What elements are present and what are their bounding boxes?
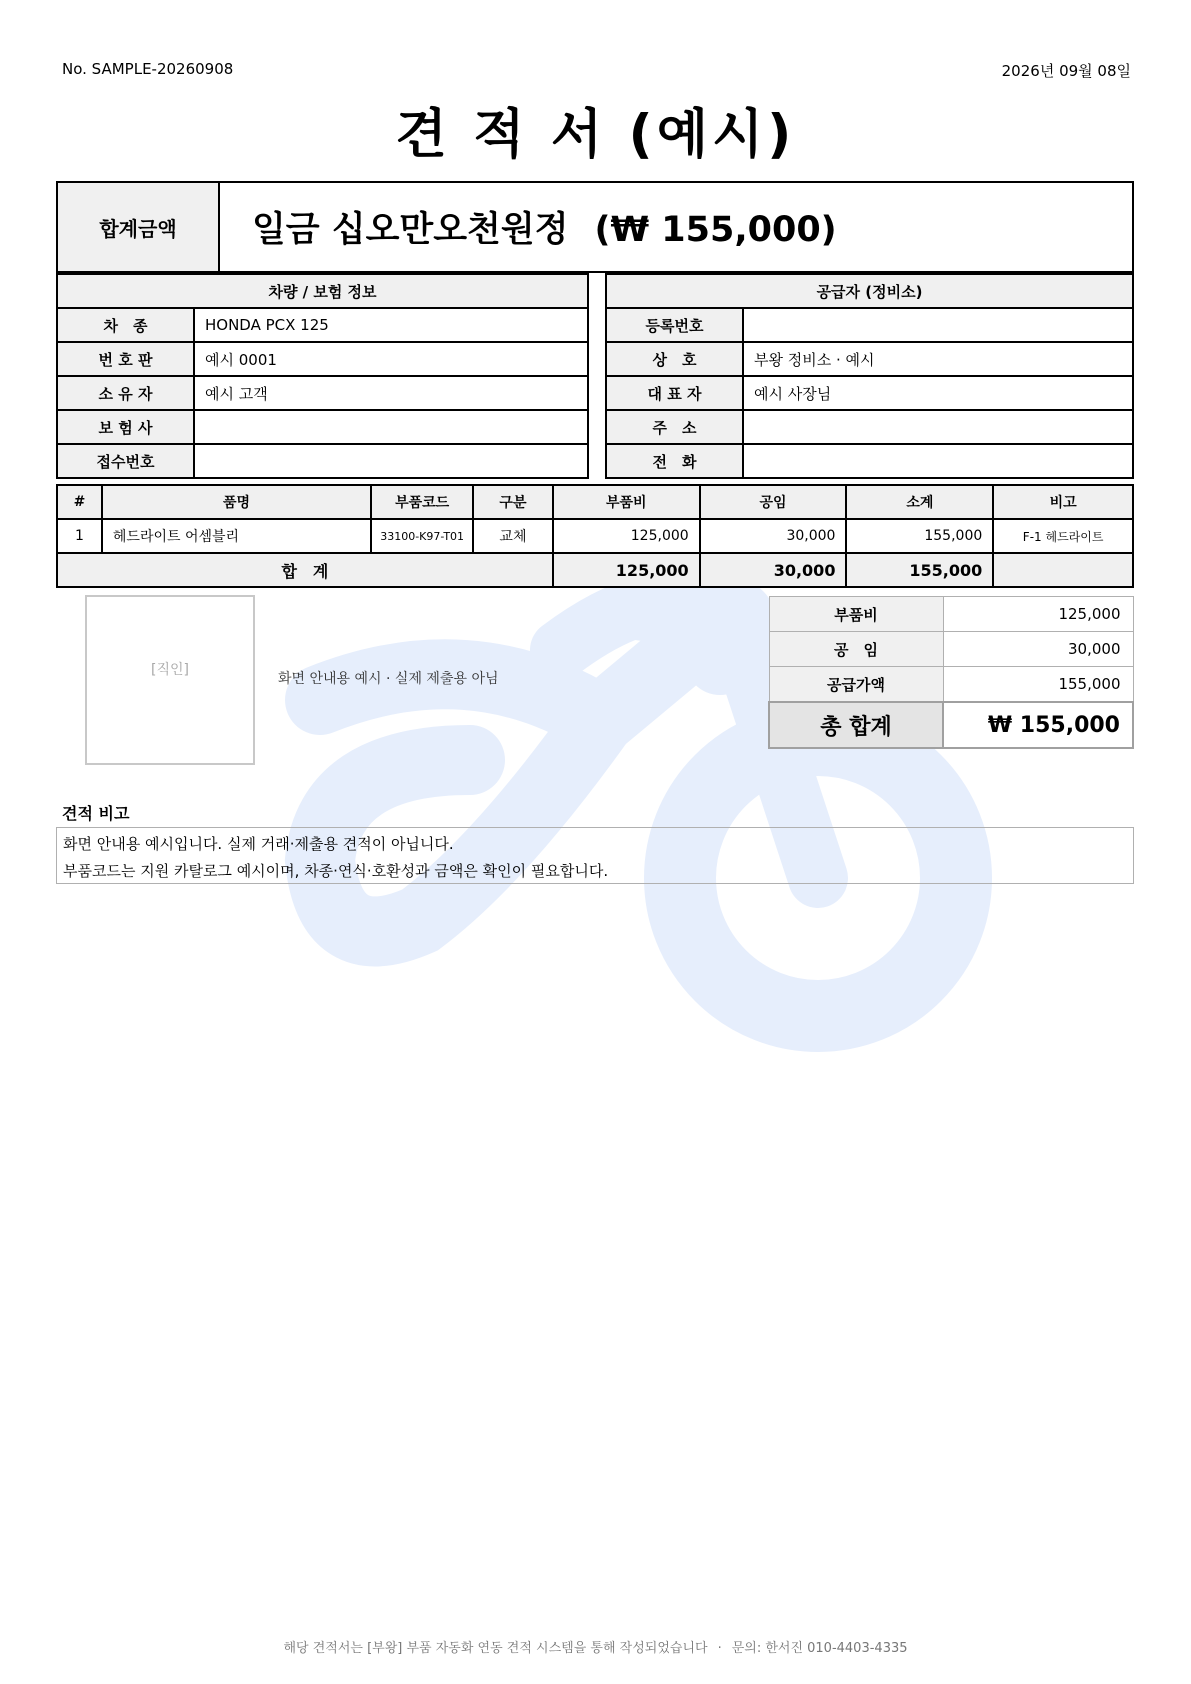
representative-label: 대 표 자 — [606, 376, 743, 410]
owner-value: 예시 고객 — [194, 376, 588, 410]
item-name: 헤드라이트 어셈블리 — [102, 519, 371, 553]
representative-value: 예시 사장님 — [743, 376, 1133, 410]
vehicle-info-heading: 차량 / 보험 정보 — [57, 274, 588, 308]
company-name-value: 부왕 정비소 · 예시 — [743, 342, 1133, 376]
item-labor-cost: 30,000 — [700, 519, 847, 553]
summary-parts-label: 부품비 — [769, 597, 943, 632]
summary-table — [768, 596, 1134, 749]
seal-label: [직인] — [151, 662, 189, 678]
summary-labor-label: 공 임 — [769, 632, 943, 667]
phone-value — [743, 444, 1133, 478]
items-header-row — [57, 485, 1133, 519]
phone-label: 전 화 — [606, 444, 743, 478]
footer-text: 해당 견적서는 [부왕] 부품 자동화 연동 견적 시스템을 통해 작성되었습니다 — [283, 1641, 708, 1656]
footer-contact: 문의: 한서진 010-4403-4335 — [731, 1641, 908, 1656]
column-header-no: # — [57, 485, 102, 519]
plate-label: 번 호 판 — [57, 342, 194, 376]
column-header-labor: 공임 — [700, 485, 847, 519]
total-amount-table — [56, 181, 1134, 273]
total-amount-words: 일금 십오만오천원정 — [252, 210, 569, 250]
summary-labor-value: 30,000 — [943, 632, 1133, 667]
total-amount-label: 합계금액 — [57, 182, 219, 272]
items-total-row — [57, 553, 1133, 587]
table-row — [57, 519, 1133, 553]
item-type: 교체 — [473, 519, 553, 553]
grand-total-value: ₩ 155,000 — [943, 702, 1133, 748]
item-no: 1 — [57, 519, 102, 553]
claim-number-label: 접수번호 — [57, 444, 194, 478]
footer — [0, 1637, 1191, 1656]
summary-supply-value: 155,000 — [943, 667, 1133, 703]
item-note: F-1 헤드라이트 — [993, 519, 1133, 553]
company-name-label: 상 호 — [606, 342, 743, 376]
items-total-parts: 125,000 — [553, 553, 700, 587]
claim-number-value — [194, 444, 588, 478]
seal-box — [85, 595, 255, 765]
column-header-parts: 부품비 — [553, 485, 700, 519]
column-header-note: 비고 — [993, 485, 1133, 519]
item-subtotal: 155,000 — [846, 519, 993, 553]
summary-parts-value: 125,000 — [943, 597, 1133, 632]
remarks-box — [56, 827, 1134, 884]
vehicle-model-value: HONDA PCX 125 — [194, 308, 588, 342]
insurer-value — [194, 410, 588, 444]
summary-supply-label: 공급가액 — [769, 667, 943, 703]
document-number: No. SAMPLE-20260908 — [62, 60, 234, 78]
supplier-info-heading: 공급자 (정비소) — [606, 274, 1133, 308]
total-amount-value — [219, 182, 1133, 272]
item-code: 33100-K97-T01 — [371, 519, 473, 553]
remarks-line: 화면 안내용 예시입니다. 실제 거래·제출용 견적이 아닙니다. — [63, 835, 454, 853]
grand-total-label: 총 합계 — [769, 702, 943, 748]
registration-label: 등록번호 — [606, 308, 743, 342]
items-total-note — [993, 553, 1133, 587]
owner-label: 소 유 자 — [57, 376, 194, 410]
items-total-labor: 30,000 — [700, 553, 847, 587]
column-header-type: 구분 — [473, 485, 553, 519]
vehicle-info-table — [56, 273, 589, 479]
address-value — [743, 410, 1133, 444]
document-date: 2026년 09월 08일 — [1001, 62, 1131, 80]
sample-notice: 화면 안내용 예시 · 실제 제출용 아님 — [278, 671, 499, 687]
footer-separator: · — [717, 1641, 722, 1656]
column-header-subtotal: 소계 — [846, 485, 993, 519]
items-total-label: 합 계 — [57, 553, 553, 587]
remarks-title: 견적 비고 — [62, 804, 130, 823]
supplier-info-table — [605, 273, 1134, 479]
vehicle-model-label: 차 종 — [57, 308, 194, 342]
items-table — [56, 484, 1134, 588]
registration-value — [743, 308, 1133, 342]
insurer-label: 보 험 사 — [57, 410, 194, 444]
remarks-line: 부품코드는 지원 카탈로그 예시이며, 차종·연식·호환성과 금액은 확인이 필요합니다. — [63, 862, 609, 880]
plate-value: 예시 0001 — [194, 342, 588, 376]
column-header-name: 품명 — [102, 485, 371, 519]
total-amount-number: (₩ 155,000) — [594, 210, 837, 250]
column-header-code: 부품코드 — [371, 485, 473, 519]
item-parts-cost: 125,000 — [553, 519, 700, 553]
page-title: 견 적 서 (예시) — [395, 104, 796, 165]
items-total-subtotal: 155,000 — [846, 553, 993, 587]
address-label: 주 소 — [606, 410, 743, 444]
